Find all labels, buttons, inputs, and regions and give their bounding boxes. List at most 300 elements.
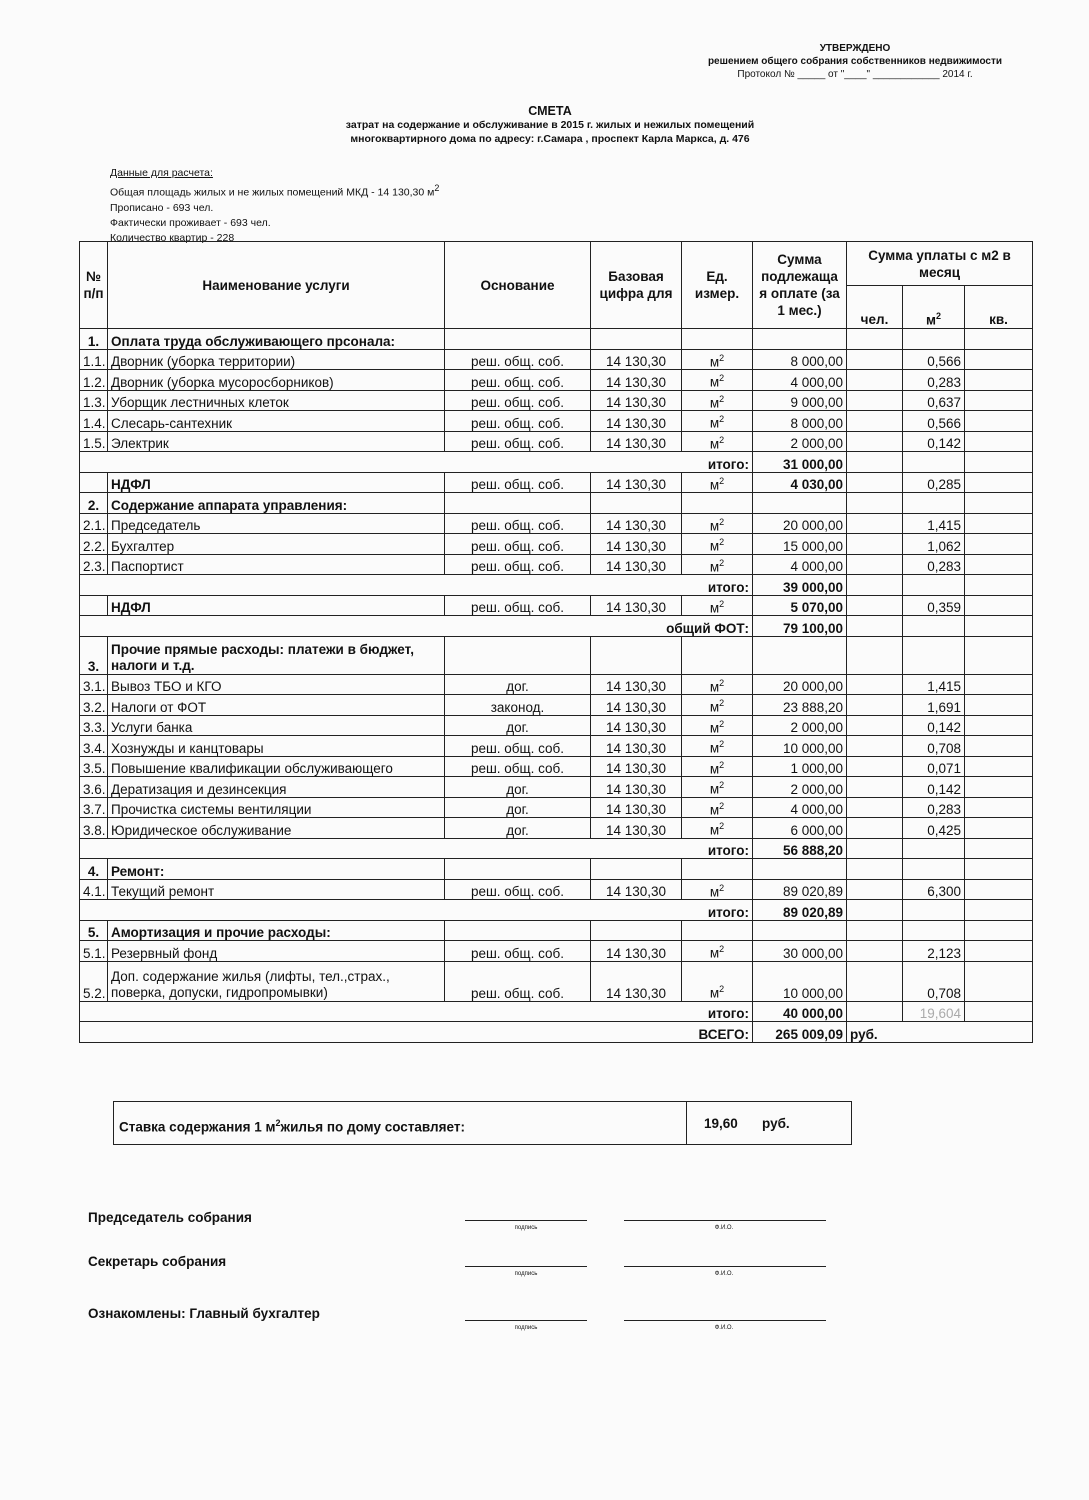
unit-text: м [709,415,720,431]
unit-text: м [709,781,720,797]
rate-label-tail: жилья по дому составляет: [280,1119,465,1135]
service-name: Прочистка системы вентиляции [108,797,445,818]
empty-cell [445,920,591,941]
base-cell: 14 130,30 [591,736,682,757]
per-person-cell [847,411,903,432]
empty-cell [903,329,965,350]
sum-cell: 10 000,00 [753,961,847,1001]
base-cell: 14 130,30 [591,534,682,555]
fio-caption: Ф.И.О. [714,1325,734,1331]
per-person-cell [847,431,903,452]
service-name: Паспортист [108,554,445,575]
basis-cell: дог. [445,818,591,839]
per-person-cell [847,674,903,695]
table-row [80,554,1033,575]
table-row [80,859,1033,880]
base-cell: 14 130,30 [591,941,682,962]
per-m2-cell: 0,283 [903,797,965,818]
base-cell: 14 130,30 [591,472,682,493]
table-row [80,390,1033,411]
basis-cell: реш. общ. соб. [445,370,591,391]
empty-cell [445,859,591,880]
unit-cell: $м^2$ [682,534,753,555]
per-apt-cell [965,411,1033,432]
per-m2-cell: 0,708 [903,961,965,1001]
sum-cell: 20 000,00 [753,674,847,695]
signature-line [465,1320,587,1321]
service-name: Слесарь-сантехник [108,411,445,432]
document-title-block [300,104,800,146]
table-row [80,349,1033,370]
service-name: Председатель [108,513,445,534]
total-sum: 89 020,89 [753,900,847,921]
sum-cell: 89 020,89 [753,879,847,900]
empty-cell [80,595,108,616]
total-per-m2 [903,838,965,859]
sum-cell: 9 000,00 [753,390,847,411]
grand-total-label: ВСЕГО: [80,1022,753,1043]
table-row [80,715,1033,736]
basis-cell: реш. общ. соб. [445,595,591,616]
empty-cell [965,636,1033,674]
row-number: 1.5. [80,431,108,452]
basis-cell: реш. общ. соб. [445,390,591,411]
service-name: Повышение квалификации обслуживающего [108,756,445,777]
per-m2-cell: 1,415 [903,674,965,695]
total-per-m2 [903,452,965,473]
total-per-m2 [903,616,965,637]
unit-text: м [709,559,720,574]
table-row [80,493,1033,514]
per-m2-cell: 2,123 [903,941,965,962]
service-name: Дворник (уборка мусоросборников) [108,370,445,391]
per-person-cell [847,472,903,493]
total-sum: 79 100,00 [753,616,847,637]
per-m2-cell: 0,637 [903,390,965,411]
total-sum: 39 000,00 [753,575,847,596]
empty-cell [753,920,847,941]
calc-registered: Прописано - 693 чел. [110,201,214,214]
base-cell: 14 130,30 [591,777,682,798]
empty-cell [847,920,903,941]
unit-text: м [709,822,720,838]
total-label: итого: [80,575,753,596]
per-person-cell [847,534,903,555]
unit-text: м [709,679,720,694]
table-row [80,329,1033,350]
table-row [80,411,1033,432]
col-per-m2: $м^2$ [903,286,965,329]
per-apt-cell [965,431,1033,452]
row-number: 1.3. [80,390,108,411]
unit-cell: $м^2$ [682,674,753,695]
rate-currency: руб. [762,1116,790,1131]
table-row [80,595,1033,616]
sum-cell: 30 000,00 [753,941,847,962]
empty-cell [965,859,1033,880]
per-m2-cell: 6,300 [903,879,965,900]
sum-cell: 4 000,00 [753,370,847,391]
per-apt-cell [965,695,1033,716]
base-cell: 14 130,30 [591,674,682,695]
service-name: Резервный фонд [108,941,445,962]
col-sum: Сумма подлежаща я оплате (за 1 мес.) [753,242,847,329]
per-apt-cell [965,472,1033,493]
unit-cell: $м^2$ [682,472,753,493]
table-row [80,616,1033,637]
base-cell: 14 130,30 [591,349,682,370]
document-title: СМЕТА [528,104,572,118]
row-number: 1.1. [80,349,108,370]
row-number: 1.2. [80,370,108,391]
section-title: Содержание аппарата управления: [108,493,445,514]
empty-cell [847,900,903,921]
row-number: 2.1. [80,513,108,534]
per-m2-cell: 0,566 [903,349,965,370]
signature-secretary: Секретарь собрания [88,1254,227,1269]
per-m2-cell: 0,359 [903,595,965,616]
document-subtitle-2: многоквартирного дома по адресу: г.Самара , проспект Карла Маркса, д. 476 [350,133,750,145]
sum-cell: 1 000,00 [753,756,847,777]
empty-cell [847,838,903,859]
per-person-cell [847,879,903,900]
unit-text: м [709,802,720,817]
basis-cell: законод. [445,695,591,716]
empty-cell [682,636,753,674]
row-number: 3.6. [80,777,108,798]
empty-cell [445,636,591,674]
basis-cell: реш. общ. соб. [445,349,591,370]
table-row [80,534,1033,555]
empty-cell [903,859,965,880]
per-person-cell [847,941,903,962]
row-number: 3.5. [80,756,108,777]
unit-text: м [709,985,720,1001]
section-title: Амортизация и прочие расходы: [108,920,445,941]
empty-cell [847,616,903,637]
row-number: 2.3. [80,554,108,575]
empty-cell [847,636,903,674]
unit-cell: $м^2$ [682,961,753,1001]
fio-caption: Ф.И.О. [714,1225,734,1231]
empty-cell [753,636,847,674]
base-cell: 14 130,30 [591,411,682,432]
unit-text: м [709,884,720,899]
document-subtitle-1: затрат на содержание и обслуживание в 2015 г. жилых и нежилых помещений [345,119,755,131]
sum-cell: 20 000,00 [753,513,847,534]
calc-apartments: Количество квартир - 228 [110,231,235,244]
empty-cell [591,493,682,514]
col-basis: Основание [445,242,591,329]
fio-line [624,1220,826,1221]
section-number: 5. [80,920,108,941]
per-m2-cell: 0,283 [903,554,965,575]
unit-text: м [709,395,720,410]
unit-cell: $м^2$ [682,879,753,900]
row-number: 3.7. [80,797,108,818]
base-cell: 14 130,30 [591,715,682,736]
calc-living: Фактически проживает - 693 чел. [110,216,271,229]
base-cell: 14 130,30 [591,818,682,839]
col-pay: Сумма уплаты с м2 в месяц [847,242,1033,286]
basis-cell: реш. общ. соб. [445,411,591,432]
per-apt-cell [965,390,1033,411]
basis-cell: реш. общ. соб. [445,554,591,575]
per-person-cell [847,513,903,534]
total-label: итого: [80,1001,753,1022]
section-title: Ремонт: [108,859,445,880]
table-row [80,756,1033,777]
unit-cell: $м^2$ [682,595,753,616]
row-number: 2.2. [80,534,108,555]
empty-cell [965,838,1033,859]
col-name: Наименование услуги [108,242,445,329]
unit-cell: $м^2$ [682,797,753,818]
sum-cell: 2 000,00 [753,777,847,798]
basis-cell: реш. общ. соб. [445,879,591,900]
table-row [80,431,1033,452]
unit-text: м [709,699,720,715]
approval-line1: решением общего собрания собственников недвижимости [707,56,1003,67]
table-row [80,575,1033,596]
per-person-cell [847,370,903,391]
approval-line2: Протокол № _____ от "____" ____________ 2014 г. [737,69,973,80]
basis-cell: реш. общ. соб. [445,534,591,555]
col-base: Базовая цифра для [591,242,682,329]
signature-caption: подпись [514,1271,538,1277]
row-number: 3.3. [80,715,108,736]
basis-cell: дог. [445,674,591,695]
empty-cell [965,900,1033,921]
per-person-cell [847,777,903,798]
sum-cell: 8 000,00 [753,411,847,432]
per-m2-cell: 0,142 [903,777,965,798]
per-apt-cell [965,941,1033,962]
base-cell: 14 130,30 [591,695,682,716]
basis-cell: реш. общ. соб. [445,961,591,1001]
approval-block [690,42,1020,81]
row-number: 3.2. [80,695,108,716]
unit-text: м [709,761,720,776]
empty-cell [965,616,1033,637]
grand-total-sum: 265 009,09 [753,1022,847,1043]
basis-cell: реш. общ. соб. [445,431,591,452]
tax-name: НДФЛ [108,472,445,493]
basis-cell: дог. [445,715,591,736]
estimate-table [79,241,1033,1043]
signature-chairman: Председатель собрания [88,1210,252,1225]
per-m2-cell: 0,285 [903,472,965,493]
per-m2-cell: 1,691 [903,695,965,716]
empty-cell [80,472,108,493]
per-m2-cell: 0,071 [903,756,965,777]
empty-cell [682,329,753,350]
rate-label: Ставка содержания 1 $м^2жилья$ по дому составляет: [119,1118,465,1135]
table-row [80,900,1033,921]
col-per-m2-text: м [925,312,936,327]
per-apt-cell [965,797,1033,818]
base-cell: 14 130,30 [591,595,682,616]
per-person-cell [847,756,903,777]
unit-cell: $м^2$ [682,756,753,777]
unit-cell: $м^2$ [682,941,753,962]
calc-area-text: Общая площадь жилых и не жилых помещений МКД - 14 130,30 м [110,186,435,199]
service-name: Дератизация и дезинсекция [108,777,445,798]
unit-cell: $м^2$ [682,513,753,534]
row-number: 3.8. [80,818,108,839]
row-number: 5.2. [80,961,108,1001]
empty-cell [903,920,965,941]
empty-cell [591,329,682,350]
empty-cell [903,636,965,674]
sum-cell: 4 000,00 [753,797,847,818]
row-number: 4.1. [80,879,108,900]
sum-cell: 6 000,00 [753,818,847,839]
base-cell: 14 130,30 [591,961,682,1001]
base-cell: 14 130,30 [591,513,682,534]
per-m2-cell: 0,283 [903,370,965,391]
per-apt-cell [965,756,1033,777]
table-row [80,636,1033,674]
service-name: Доп. содержание жилья (лифты, тел.,страх., поверка, допуски, гидропромывки) [108,961,445,1001]
table-row [80,736,1033,757]
row-number: 3.4. [80,736,108,757]
empty-cell [965,575,1033,596]
signature-accountant: Ознакомлены: Главный бухгалтер [88,1306,320,1321]
empty-cell [847,1001,903,1022]
basis-cell: дог. [445,777,591,798]
rate-box [113,1101,852,1145]
unit-cell: $м^2$ [682,818,753,839]
rate-divider [686,1102,687,1144]
row-number: 1.4. [80,411,108,432]
fio-line [624,1320,826,1321]
service-name: Юридическое обслуживание [108,818,445,839]
section-title: Оплата труда обслуживающего прсонала: [108,329,445,350]
fio-caption: Ф.И.О. [714,1271,734,1277]
empty-cell [965,452,1033,473]
per-person-cell [847,349,903,370]
sum-cell: 4 030,00 [753,472,847,493]
unit-text: м [709,740,720,756]
unit-text: м [709,518,720,533]
empty-cell [591,859,682,880]
section-number: 4. [80,859,108,880]
unit-text: м [709,600,720,615]
table-row [80,674,1033,695]
total-label: итого: [80,452,753,473]
table-row [80,777,1033,798]
approval-title: УТВЕРЖДЕНО [819,43,891,54]
tax-name: НДФЛ [108,595,445,616]
per-person-cell [847,736,903,757]
table-row [80,818,1033,839]
empty-cell [753,493,847,514]
basis-cell: реш. общ. соб. [445,513,591,534]
total-sum: 31 000,00 [753,452,847,473]
unit-text: м [709,436,720,451]
per-m2-cell: 0,425 [903,818,965,839]
per-person-cell [847,797,903,818]
per-m2-cell: 0,566 [903,411,965,432]
total-per-m2 [903,575,965,596]
per-apt-cell [965,879,1033,900]
service-name: Бухгалтер [108,534,445,555]
empty-cell [965,329,1033,350]
empty-cell [847,859,903,880]
table-row [80,472,1033,493]
service-name: Услуги банка [108,715,445,736]
table-row [80,1022,1033,1043]
service-name: Вывоз ТБО и КГО [108,674,445,695]
empty-cell [903,493,965,514]
table-row [80,961,1033,1001]
per-m2-cell: 0,708 [903,736,965,757]
sum-cell: 10 000,00 [753,736,847,757]
per-apt-cell [965,554,1033,575]
total-label: общий ФОТ: [80,616,753,637]
empty-cell [591,636,682,674]
row-number: 3.1. [80,674,108,695]
table-row [80,920,1033,941]
per-apt-cell [965,961,1033,1001]
base-cell: 14 130,30 [591,797,682,818]
total-label: итого: [80,900,753,921]
unit-cell: $м^2$ [682,431,753,452]
base-cell: 14 130,30 [591,370,682,391]
per-apt-cell [965,715,1033,736]
section-number: 2. [80,493,108,514]
col-per-apt: кв. [965,286,1033,329]
per-apt-cell [965,513,1033,534]
unit-cell: $м^2$ [682,349,753,370]
col-per-person: чел. [847,286,903,329]
total-per-m2: 19,604 [903,1001,965,1022]
row-number: 5.1. [80,941,108,962]
signature-line [465,1220,587,1221]
unit-cell: $м^2$ [682,390,753,411]
unit-cell: $м^2$ [682,554,753,575]
basis-cell: реш. общ. соб. [445,941,591,962]
table-row [80,695,1033,716]
base-cell: 14 130,30 [591,554,682,575]
per-person-cell [847,390,903,411]
empty-cell [591,920,682,941]
per-apt-cell [965,534,1033,555]
unit-cell: $м^2$ [682,370,753,391]
table-row [80,513,1033,534]
per-apt-cell [965,674,1033,695]
basis-cell: реш. общ. соб. [445,756,591,777]
per-person-cell [847,595,903,616]
sum-cell: 2 000,00 [753,431,847,452]
grand-total-currency: руб. [847,1022,1033,1043]
table-row [80,1001,1033,1022]
per-apt-cell [965,736,1033,757]
basis-cell: реш. общ. соб. [445,472,591,493]
empty-cell [445,329,591,350]
unit-text: м [709,354,720,369]
per-person-cell [847,695,903,716]
per-apt-cell [965,818,1033,839]
unit-text: м [709,477,720,492]
base-cell: 14 130,30 [591,879,682,900]
base-cell: 14 130,30 [591,390,682,411]
section-number: 1. [80,329,108,350]
unit-text: м [709,720,720,735]
table-row [80,838,1033,859]
calc-heading: Данные для расчета: [110,167,213,179]
